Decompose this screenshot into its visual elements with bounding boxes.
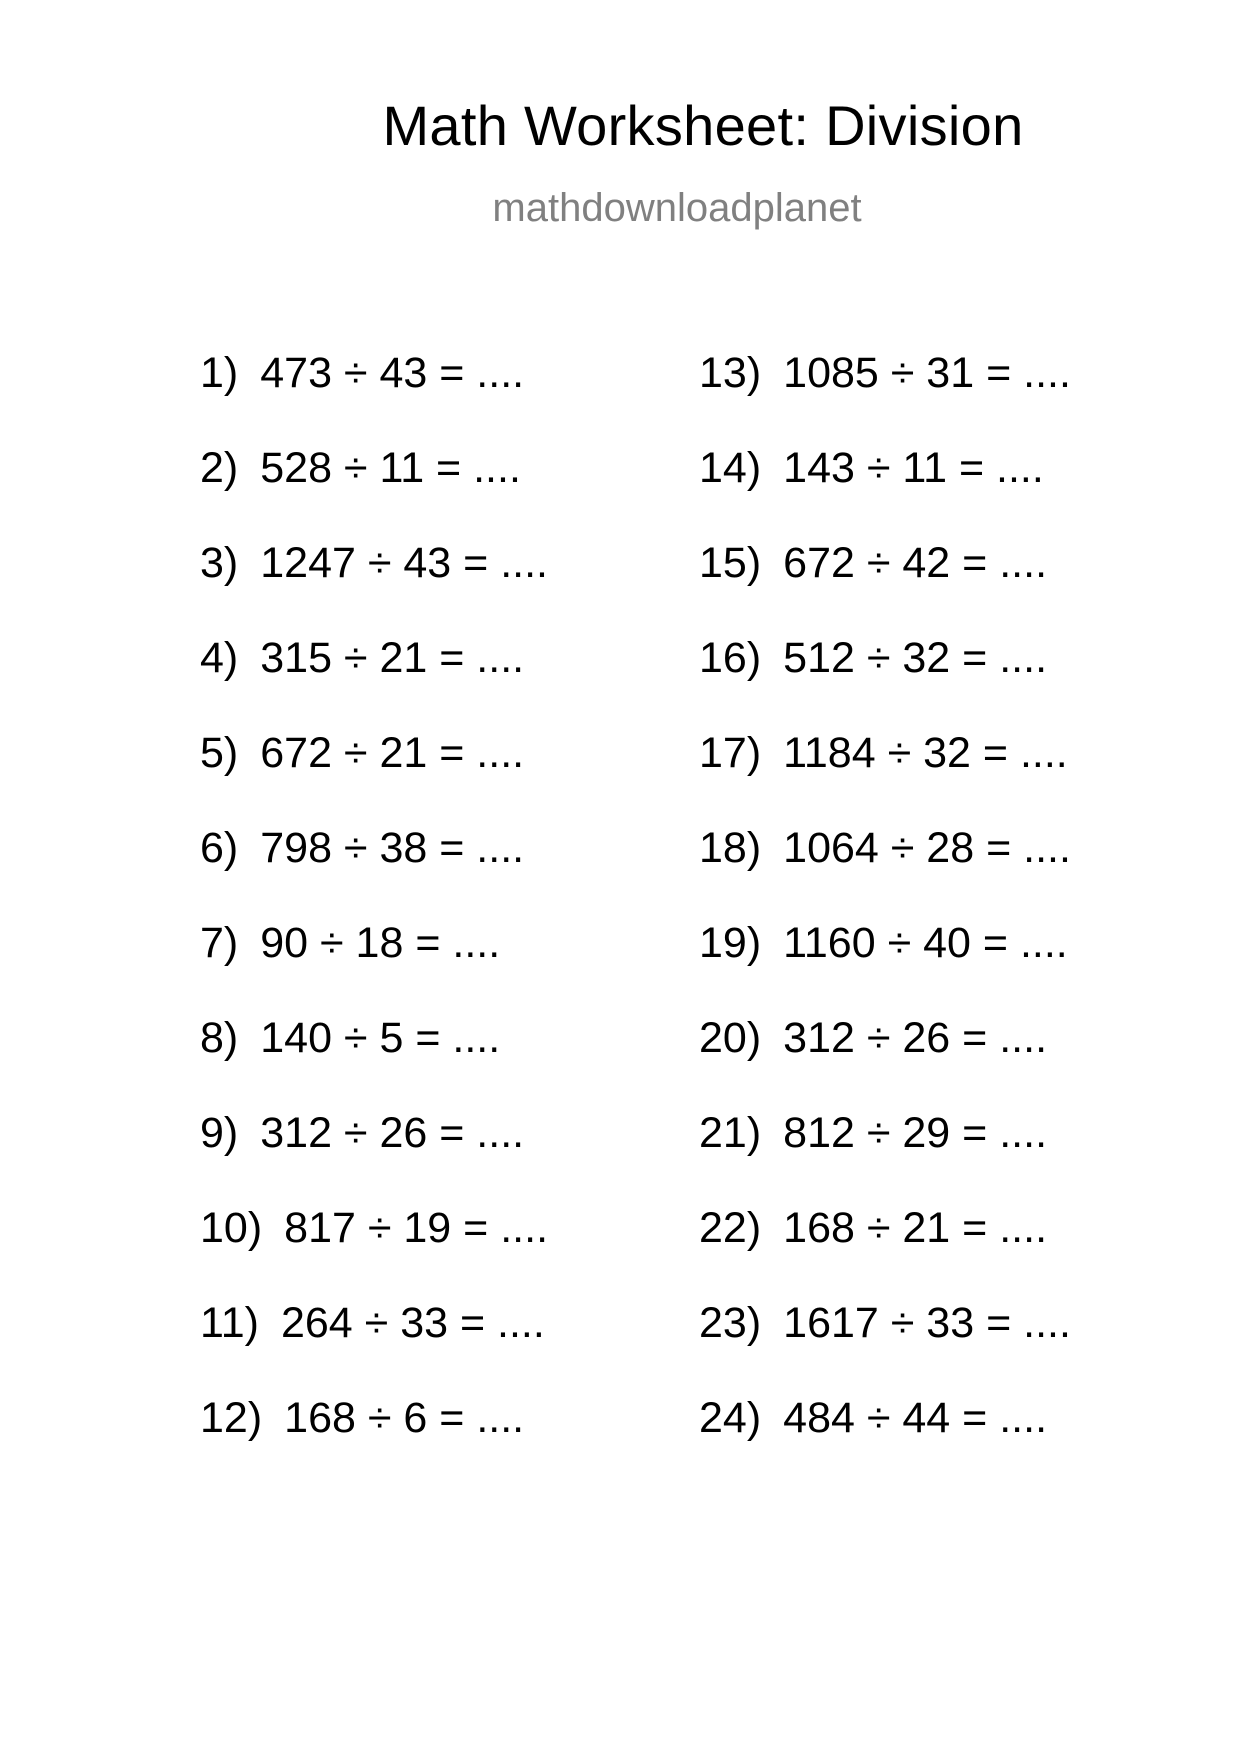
problem-expression: 264 ÷ 33 = .... <box>280 1299 545 1347</box>
problem-number: 13) <box>699 349 762 397</box>
problem-number: 17) <box>699 729 762 777</box>
problem-number: 20) <box>699 1014 762 1062</box>
problem-expression: 312 ÷ 26 = .... <box>260 1109 525 1157</box>
problem-number: 12) <box>200 1394 263 1442</box>
problem-number: 9) <box>200 1109 239 1157</box>
problem-8 <box>200 1014 548 1112</box>
problem-expression: 672 ÷ 21 = .... <box>260 729 525 777</box>
problem-number: 24) <box>699 1394 762 1442</box>
problem-number: 1) <box>200 349 239 397</box>
problem-16 <box>699 634 1071 732</box>
problem-17 <box>699 729 1071 827</box>
worksheet-subtitle: mathdownloadplanet <box>492 186 862 230</box>
problem-number: 10) <box>200 1204 263 1252</box>
problem-expression: 512 ÷ 32 = .... <box>783 634 1048 682</box>
problem-21 <box>699 1109 1071 1207</box>
problem-number: 4) <box>200 634 239 682</box>
problem-10 <box>200 1204 549 1302</box>
problem-24 <box>699 1394 1071 1492</box>
problem-19 <box>699 919 1071 1017</box>
problem-number: 16) <box>699 634 762 682</box>
problem-11 <box>200 1299 548 1397</box>
problem-expression: 168 ÷ 6 = .... <box>284 1394 525 1442</box>
problem-6 <box>200 824 548 922</box>
problem-expression: 1184 ÷ 32 = .... <box>783 729 1068 777</box>
problem-15 <box>699 539 1071 637</box>
problem-number: 22) <box>699 1204 762 1252</box>
problem-number: 19) <box>699 919 762 967</box>
problem-number: 8) <box>200 1014 239 1062</box>
problem-expression: 528 ÷ 11 = .... <box>260 444 521 492</box>
problem-expression: 473 ÷ 43 = .... <box>260 349 525 397</box>
worksheet-title: Math Worksheet: Division <box>382 94 1024 157</box>
problem-expression: 672 ÷ 42 = .... <box>783 539 1048 587</box>
problem-expression: 484 ÷ 44 = .... <box>783 1394 1048 1442</box>
problem-7 <box>200 919 548 1017</box>
problem-expression: 1617 ÷ 33 = .... <box>783 1299 1071 1347</box>
problem-expression: 168 ÷ 21 = .... <box>783 1204 1048 1252</box>
problem-expression: 812 ÷ 29 = .... <box>783 1109 1048 1157</box>
problem-expression: 1064 ÷ 28 = .... <box>783 824 1071 872</box>
problem-number: 5) <box>200 729 239 777</box>
problem-expression: 817 ÷ 19 = .... <box>284 1204 549 1252</box>
problem-number: 11) <box>200 1299 259 1347</box>
problem-12 <box>200 1394 548 1492</box>
problem-4 <box>200 634 548 732</box>
problem-expression: 1247 ÷ 43 = .... <box>260 539 549 587</box>
problem-number: 14) <box>699 444 762 492</box>
problem-18 <box>699 824 1071 922</box>
problems-right-column <box>699 349 1071 1492</box>
problems-left-column <box>200 349 549 1492</box>
problem-number: 23) <box>699 1299 762 1347</box>
problem-number: 6) <box>200 824 239 872</box>
problem-expression: 315 ÷ 21 = .... <box>260 634 525 682</box>
problem-number: 7) <box>200 919 239 967</box>
problem-number: 15) <box>699 539 762 587</box>
problem-expression: 1085 ÷ 31 = .... <box>783 349 1071 397</box>
problem-expression: 143 ÷ 11 = .... <box>783 444 1044 492</box>
problem-9 <box>200 1109 548 1207</box>
problem-3 <box>200 539 549 637</box>
problem-2 <box>200 444 548 542</box>
problem-expression: 1160 ÷ 40 = .... <box>783 919 1068 967</box>
problem-1 <box>200 349 548 447</box>
problem-14 <box>699 444 1071 542</box>
problem-expression: 140 ÷ 5 = .... <box>260 1014 501 1062</box>
problem-number: 18) <box>699 824 762 872</box>
problem-number: 21) <box>699 1109 762 1157</box>
problem-expression: 312 ÷ 26 = .... <box>783 1014 1048 1062</box>
problem-5 <box>200 729 548 827</box>
problem-expression: 798 ÷ 38 = .... <box>260 824 525 872</box>
problem-13 <box>699 349 1071 447</box>
problem-number: 2) <box>200 444 239 492</box>
problem-20 <box>699 1014 1071 1112</box>
problem-23 <box>699 1299 1071 1397</box>
problem-expression: 90 ÷ 18 = .... <box>260 919 501 967</box>
problem-number: 3) <box>200 539 239 587</box>
problem-22 <box>699 1204 1071 1302</box>
